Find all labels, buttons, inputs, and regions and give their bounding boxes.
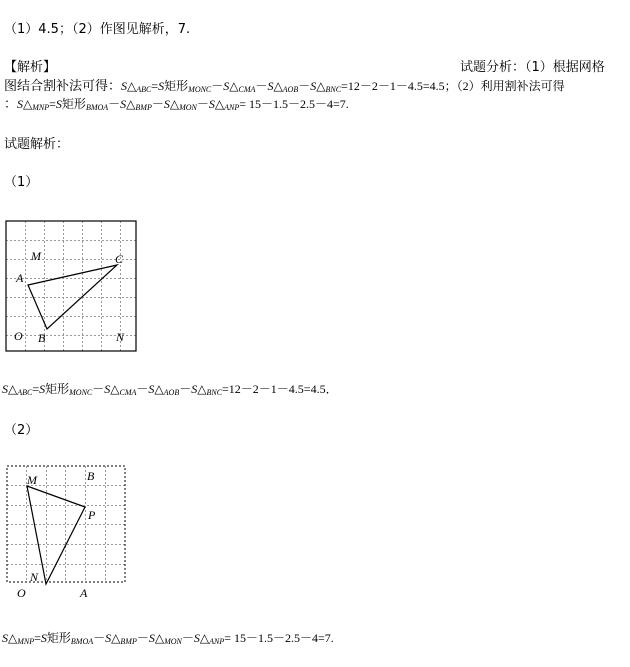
area-formula-2-inline: $S\triangle_{MNP}=S$矩形$_{BMOA}-S\triangle_{BMP}-S\triangle_{MON}-S\triangle_{ANP}$ xyxy=(17,97,240,112)
analysis-line-3-lead: ： xyxy=(4,97,18,112)
label-n: N xyxy=(116,330,125,344)
part-1-label: （1） xyxy=(4,175,39,190)
answer-line: （1）4.5；（2）作图见解析，7. xyxy=(4,22,191,37)
label-a: A xyxy=(80,586,88,600)
analysis-line-2 xyxy=(4,78,565,98)
label-c: C xyxy=(115,252,124,266)
analysis-line-3-tail: = 15－1.5－2.5－4=7. xyxy=(239,97,349,111)
analysis-line-2-lead: 图结合割补法可得： xyxy=(4,79,122,94)
label-n: N xyxy=(30,570,39,584)
analysis-line-2-tail: =12－2－1－4.5=4.5；（2）利用割补法可得 xyxy=(341,79,565,93)
grid-figure-2 xyxy=(5,464,135,604)
label-o: O xyxy=(17,586,26,600)
area-formula-2: $S\triangle_{MNP}=S$矩形$_{BMOA}-S\triangle_{BMP}-S\triangle_{MON}-S\triangle_{ANP}= 15-1.5-2.5-4=7$. xyxy=(2,631,334,646)
analysis-method-intro: 试题分析：（1）根据网格 xyxy=(460,60,605,75)
part-2-label: （2） xyxy=(4,423,39,438)
label-m: M xyxy=(27,473,37,487)
analysis-heading: 【解析】 xyxy=(4,60,57,75)
analysis-line-3 xyxy=(4,96,349,116)
area-formula-1-tail: =12－2－1－4.5=4.5． xyxy=(222,382,338,396)
label-b: B xyxy=(38,331,46,345)
area-formula-1-inline: $S\triangle_{ABC}=S$矩形$_{MONC}-S\triangle_{CMA}-S\triangle_{AOB}-S\triangle_{BNC}$ xyxy=(121,79,342,94)
label-p: P xyxy=(88,508,96,522)
area-formula-1: $S\triangle_{ABC}=S$矩形$_{MONC}-S\triangle_{CMA}-S\triangle_{AOB}-S\triangle_{BNC}=12-2-1-4.5=4.5$． xyxy=(2,382,338,397)
label-o: O xyxy=(14,329,23,343)
solution-heading: 试题解析： xyxy=(4,137,70,152)
grid-figure-1 xyxy=(4,219,139,354)
area-formula-2-tail: = 15－1.5－2.5－4=7. xyxy=(224,631,334,645)
label-b: B xyxy=(87,469,95,483)
label-a: A xyxy=(16,271,24,285)
label-m: M xyxy=(31,249,41,263)
